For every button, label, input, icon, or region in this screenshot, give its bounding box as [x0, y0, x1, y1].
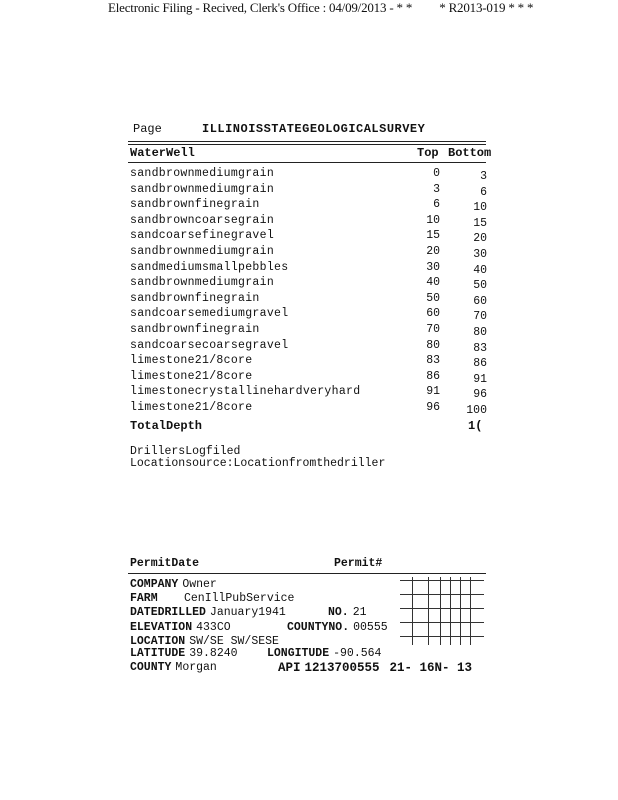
- filing-stamp-text: Electronic Filing - Recived, Clerk's Office : 04/09/2013 - * *: [108, 0, 413, 15]
- filing-stamp: [108, 0, 533, 16]
- location-value: SW/SE SW/SESE: [189, 635, 279, 648]
- log-description: sandbrownmediumgrain: [130, 167, 275, 180]
- api-label: API: [278, 661, 301, 675]
- log-row: [0, 385, 618, 401]
- page-label: Page: [133, 122, 162, 136]
- log-top: 10: [426, 213, 440, 227]
- log-description: sandbrownfinegrain: [130, 198, 260, 212]
- farm-label: FARM: [130, 592, 158, 605]
- section-location-grid: [400, 577, 484, 645]
- log-description: limestone21/8core: [130, 369, 253, 383]
- log-bottom: 100: [466, 403, 487, 417]
- log-top: 15: [426, 229, 440, 243]
- longitude-value: -90.564: [333, 647, 382, 660]
- longitude-line: [267, 647, 381, 660]
- column-water-well: WaterWell: [130, 146, 195, 160]
- log-description: sandbrownmediumgrain: [130, 182, 275, 196]
- log-bottom: 83: [473, 341, 487, 355]
- permit-rule: [128, 573, 486, 574]
- log-description: sandcoarsecoarsegravel: [130, 338, 289, 352]
- survey-title: ILLINOISSTATEGEOLOGICALSURVEY: [202, 122, 426, 136]
- column-top: Top: [417, 146, 439, 160]
- total-depth-label: TotalDepth: [130, 419, 203, 433]
- well-log-table: [0, 167, 618, 417]
- log-row: [0, 183, 618, 199]
- log-bottom: 86: [473, 357, 487, 371]
- farm-line: [130, 592, 294, 605]
- log-row: [0, 370, 618, 386]
- log-bottom: 70: [473, 310, 487, 324]
- log-description: sandcoarsefinegravel: [130, 229, 275, 243]
- log-top: 50: [426, 291, 440, 305]
- location-label: LOCATION: [130, 635, 186, 648]
- latitude-label: LATITUDE: [130, 647, 186, 660]
- log-row: [0, 323, 618, 339]
- log-description: sandbrownfinegrain: [130, 322, 260, 336]
- log-bottom: 91: [473, 372, 487, 386]
- log-row: [0, 292, 618, 308]
- latitude-line: [130, 647, 238, 660]
- drillers-log-note: DrillersLogfiled: [130, 445, 241, 458]
- date-drilled-value: January1941: [209, 606, 286, 619]
- log-row: [0, 245, 618, 261]
- well-no-label: NO.: [328, 606, 349, 619]
- log-top: 30: [426, 260, 440, 274]
- log-row: [0, 229, 618, 245]
- log-bottom: 6: [480, 185, 487, 199]
- county-no-line: [287, 621, 388, 634]
- total-depth-value: 1(: [468, 419, 483, 433]
- log-row: [0, 214, 618, 230]
- location-source-note: Locationsource:Locationfromthedriller: [130, 457, 386, 470]
- log-row: [0, 261, 618, 277]
- log-row: [0, 401, 618, 417]
- log-bottom: 10: [473, 201, 487, 215]
- log-description: limestone21/8core: [130, 354, 253, 368]
- log-top: 40: [426, 276, 440, 290]
- elevation-label: ELEVATION: [130, 621, 193, 634]
- log-bottom: 80: [473, 325, 487, 339]
- header-rule-2: [128, 144, 486, 145]
- log-description: sandbrownfinegrain: [130, 291, 260, 305]
- log-row: [0, 276, 618, 292]
- permit-date-label: PermitDate: [130, 557, 200, 570]
- api-line: [278, 661, 472, 675]
- log-bottom: 15: [473, 216, 487, 230]
- log-row: [0, 167, 618, 183]
- log-description: sandmediumsmallpebbles: [130, 260, 289, 274]
- log-top: 6: [433, 198, 440, 212]
- column-bottom: Bottom: [448, 146, 492, 160]
- log-top: 70: [426, 322, 440, 336]
- log-bottom: 3: [480, 170, 487, 183]
- log-description: sandbrowncoarsegrain: [130, 213, 275, 227]
- log-description: sandcoarsemediumgravel: [130, 307, 289, 321]
- log-bottom: 40: [473, 263, 487, 277]
- api-value: 1213700555: [304, 661, 380, 675]
- log-description: sandbrownmediumgrain: [130, 244, 275, 258]
- township-range-value: 21- 16N- 13: [389, 661, 473, 675]
- log-top: 80: [426, 338, 440, 352]
- company-line: [130, 578, 217, 591]
- log-top: 86: [426, 369, 440, 383]
- column-rule: [128, 162, 486, 163]
- log-row: [0, 198, 618, 214]
- county-label: COUNTY: [130, 661, 172, 674]
- log-row: [0, 339, 618, 355]
- county-value: Morgan: [175, 661, 217, 674]
- log-top: 91: [426, 385, 440, 399]
- header-rule-1: [128, 141, 486, 142]
- log-description: sandbrownmediumgrain: [130, 276, 275, 290]
- log-top: 0: [433, 167, 440, 180]
- log-description: limestone21/8core: [130, 400, 253, 414]
- farm-value: CenIllPubService: [184, 592, 295, 605]
- well-no-value: 21: [352, 606, 367, 619]
- log-description: limestonecrystallinehardveryhard: [130, 385, 361, 399]
- log-top: 3: [433, 182, 440, 196]
- county-no-label: COUNTYNO.: [287, 621, 350, 634]
- log-bottom: 60: [473, 294, 487, 308]
- log-bottom: 20: [473, 232, 487, 246]
- log-bottom: 50: [473, 279, 487, 293]
- log-top: 60: [426, 307, 440, 321]
- company-value: Owner: [182, 578, 217, 591]
- log-bottom: 96: [473, 388, 487, 402]
- company-label: COMPANY: [130, 578, 179, 591]
- log-row: [0, 307, 618, 323]
- county-no-value: 00555: [353, 621, 388, 634]
- well-no-line: [328, 606, 367, 619]
- log-top: 83: [426, 354, 440, 368]
- log-bottom: 30: [473, 247, 487, 261]
- filing-stamp-docket: * R2013-019 * * *: [439, 0, 534, 15]
- elevation-value: 433CO: [196, 621, 231, 634]
- elevation-line: [130, 621, 231, 634]
- permit-number-label: Permit#: [334, 557, 383, 570]
- log-top: 20: [426, 244, 440, 258]
- date-drilled-label: DATEDRILLED: [130, 606, 206, 619]
- log-top: 96: [426, 400, 440, 414]
- latitude-value: 39.8240: [189, 647, 238, 660]
- longitude-label: LONGITUDE: [267, 647, 330, 660]
- log-row: [0, 354, 618, 370]
- county-line: [130, 661, 217, 674]
- date-drilled-line: [130, 606, 286, 619]
